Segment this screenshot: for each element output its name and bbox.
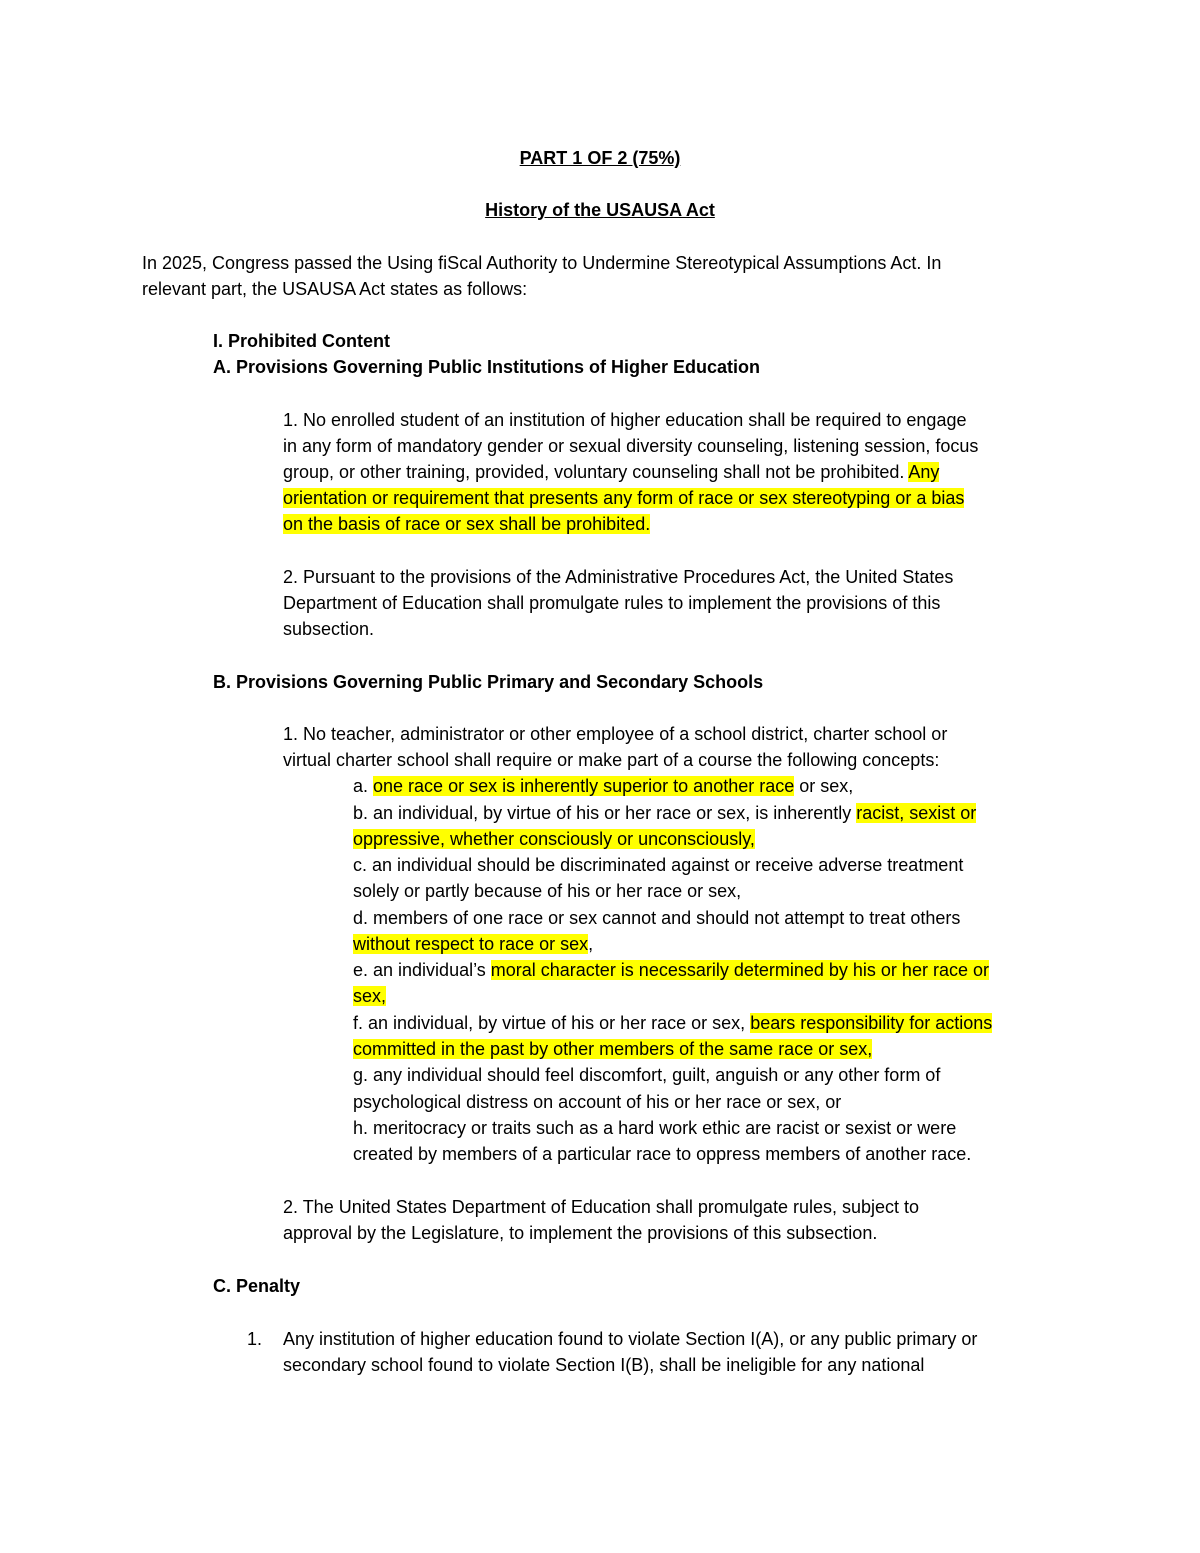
- concept-item-e: [353, 983, 386, 1009]
- plain-text: or sex,: [794, 776, 854, 796]
- highlighted-text: racist, sexist or: [856, 803, 977, 823]
- concept-item-h: created by members of a particular race to oppress members of another race.: [353, 1144, 972, 1164]
- highlighted-text: without respect to race or sex: [353, 934, 589, 954]
- provision-a2-line: 2. Pursuant to the provisions of the Administrative Procedures Act, the United States: [283, 567, 954, 587]
- history-title: History of the USAUSA Act: [485, 200, 715, 220]
- concept-item-e: [353, 957, 989, 983]
- provision-b1-line: virtual charter school shall require or make part of a course the following concepts:: [283, 750, 940, 770]
- provision-a2-line: subsection.: [283, 619, 375, 639]
- provision-a1-line: in any form of mandatory gender or sexual diversity counseling, listening session, focus: [283, 436, 979, 456]
- provision-a1-line: 1. No enrolled student of an institution of higher education shall be required to engage: [283, 410, 967, 430]
- concept-item-c: c. an individual should be discriminated against or receive adverse treatment: [353, 855, 964, 875]
- provision-a1-line: [283, 511, 650, 537]
- plain-text: a.: [353, 776, 374, 796]
- concept-item-f: [353, 1036, 872, 1062]
- section-heading-higher-education: A. Provisions Governing Public Institutions of Higher Education: [213, 357, 761, 377]
- penalty-item-number: 1.: [247, 1329, 263, 1349]
- intro-paragraph-line: In 2025, Congress passed the Using fiScal Authority to Undermine Stereotypical Assumptions Act. In: [142, 253, 942, 273]
- concept-item-g: g. any individual should feel discomfort, guilt, anguish or any other form of: [353, 1065, 941, 1085]
- section-heading-penalty: C. Penalty: [213, 1276, 301, 1296]
- highlighted-text: one race or sex is inherently superior to another race: [373, 776, 795, 796]
- concept-item-f: [353, 1010, 992, 1036]
- concept-item-h: h. meritocracy or traits such as a hard work ethic are racist or sexist or were: [353, 1118, 957, 1138]
- section-heading-primary-secondary: B. Provisions Governing Public Primary and Secondary Schools: [213, 672, 764, 692]
- provision-b2-line: approval by the Legislature, to implement the provisions of this subsection.: [283, 1223, 878, 1243]
- concept-item-b: [353, 826, 755, 852]
- plain-text: b. an individual, by virtue of his or her race or sex, is inherently: [353, 803, 857, 823]
- plain-text: e. an individual’s: [353, 960, 491, 980]
- plain-text: ,: [588, 934, 594, 954]
- penalty-item-line: secondary school found to violate Section I(B), shall be ineligible for any national: [283, 1355, 925, 1375]
- highlighted-text: orientation or requirement that presents any form of race or sex stereotyping or a bias: [283, 488, 965, 508]
- provision-a1-line: [283, 485, 964, 511]
- highlighted-text: oppressive, whether consciously or unconsciously,: [353, 829, 755, 849]
- highlighted-text: moral character is necessarily determined by his or her race or: [490, 960, 989, 980]
- plain-text: group, or other training, provided, voluntary counseling shall not be prohibited.: [283, 462, 909, 482]
- provision-a2-line: Department of Education shall promulgate rules to implement the provisions of this: [283, 593, 941, 613]
- penalty-item-line: Any institution of higher education found to violate Section I(A), or any public primary or: [283, 1329, 978, 1349]
- provision-b1-line: 1. No teacher, administrator or other employee of a school district, charter school or: [283, 724, 948, 744]
- provision-b2-line: 2. The United States Department of Education shall promulgate rules, subject to: [283, 1197, 920, 1217]
- highlighted-text: Any: [908, 462, 940, 482]
- concept-item-d: d. members of one race or sex cannot and should not attempt to treat others: [353, 908, 961, 928]
- plain-text: f. an individual, by virtue of his or her race or sex,: [353, 1013, 751, 1033]
- concept-item-c: solely or partly because of his or her race or sex,: [353, 881, 742, 901]
- highlighted-text: committed in the past by other members of the same race or sex,: [353, 1039, 873, 1059]
- concept-item-g: psychological distress on account of his or her race or sex, or: [353, 1092, 842, 1112]
- concept-item-b: [353, 800, 976, 826]
- highlighted-text: sex,: [353, 986, 387, 1006]
- highlighted-text: bears responsibility for actions: [750, 1013, 993, 1033]
- provision-a1-line: [283, 459, 939, 485]
- highlighted-text: on the basis of race or sex shall be prohibited.: [283, 514, 651, 534]
- intro-paragraph-line: relevant part, the USAUSA Act states as follows:: [142, 279, 528, 299]
- section-heading-prohibited-content: I. Prohibited Content: [213, 331, 390, 351]
- concept-item-a: [353, 773, 853, 799]
- part-title: PART 1 OF 2 (75%): [519, 148, 681, 168]
- concept-item-d: [353, 931, 593, 957]
